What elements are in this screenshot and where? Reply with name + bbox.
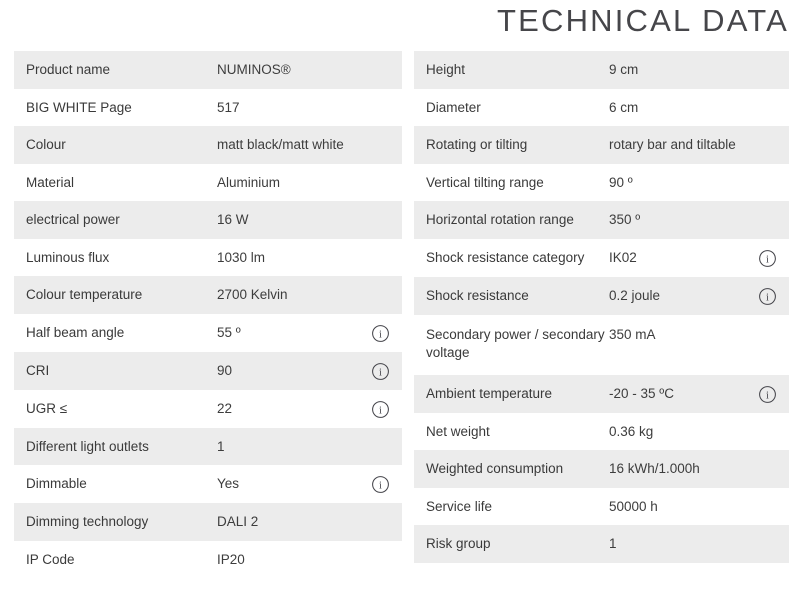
table-row — [414, 315, 789, 375]
table-row — [14, 390, 402, 428]
info-icon-glyph — [371, 324, 390, 343]
row-label: Ambient temperature — [426, 385, 553, 401]
row-label: Colour — [26, 137, 66, 152]
row-label: Secondary power / secondary voltage — [426, 326, 605, 360]
row-label: Service life — [426, 498, 493, 514]
table-row — [414, 164, 789, 202]
row-value: 0.2 joule — [609, 287, 661, 303]
row-value: 350 º — [609, 212, 641, 227]
table-row — [414, 51, 789, 89]
row-label: Different light outlets — [26, 438, 149, 454]
row-value: 16 W — [217, 212, 249, 227]
row-value: IK02 — [609, 249, 637, 265]
row-value: Aluminium — [217, 174, 281, 190]
row-label: Rotating or tilting — [426, 137, 528, 152]
row-value: DALI 2 — [217, 514, 259, 529]
row-label: Shock resistance category — [426, 249, 585, 265]
table-row — [414, 450, 789, 488]
table-row — [14, 503, 402, 541]
table-row — [414, 239, 789, 277]
table-row — [14, 201, 402, 239]
table-row — [414, 525, 789, 563]
row-label: CRI — [26, 362, 50, 378]
row-label: Dimming technology — [26, 514, 149, 529]
row-label: IP Code — [26, 551, 75, 567]
table-row — [414, 375, 789, 413]
row-label: Dimmable — [26, 476, 87, 491]
table-row — [14, 89, 402, 127]
info-icon-glyph — [371, 475, 390, 494]
row-value: 16 kWh/1.000h — [609, 461, 700, 476]
table-row — [14, 428, 402, 466]
table-row — [14, 465, 402, 503]
info-icon-glyph — [758, 249, 777, 268]
table-row — [14, 51, 402, 89]
svg-text:i: i — [765, 253, 769, 265]
info-icon-glyph — [371, 362, 390, 381]
info-icon-glyph — [371, 400, 390, 419]
svg-text:i: i — [765, 389, 769, 401]
svg-text:i: i — [378, 366, 382, 378]
row-label: Material — [26, 174, 75, 190]
table-row — [414, 277, 789, 315]
svg-text:i: i — [378, 328, 382, 340]
table-row — [14, 314, 402, 352]
right-spec-table — [414, 51, 789, 563]
info-button[interactable] — [755, 287, 779, 306]
table-row — [14, 126, 402, 164]
row-value: NUMINOS® — [217, 62, 291, 77]
row-value: 50000 h — [609, 498, 658, 514]
row-value: 350 mA — [609, 326, 656, 342]
info-icon-glyph — [758, 287, 777, 306]
row-label: Half beam angle — [26, 324, 125, 340]
table-row — [414, 89, 789, 127]
info-button[interactable] — [755, 249, 779, 268]
info-button[interactable] — [368, 400, 392, 419]
row-label: Height — [426, 62, 466, 77]
info-button[interactable] — [368, 475, 392, 494]
info-icon-glyph — [758, 385, 777, 404]
table-row — [414, 201, 789, 239]
row-label: Luminous flux — [26, 249, 110, 265]
row-value: -20 - 35 ºC — [609, 385, 674, 401]
technical-data-tables — [14, 51, 789, 578]
svg-text:i: i — [378, 480, 382, 492]
row-label: Net weight — [426, 423, 490, 439]
row-label: Colour temperature — [26, 287, 143, 302]
svg-text:i: i — [765, 291, 769, 303]
row-value: 1 — [609, 536, 617, 551]
row-value: 9 cm — [609, 62, 639, 77]
row-value: 90 — [217, 362, 233, 378]
row-label: Horizontal rotation range — [426, 212, 574, 227]
table-row — [14, 352, 402, 390]
left-spec-table — [14, 51, 402, 578]
row-value: matt black/matt white — [217, 137, 344, 152]
row-value: Yes — [217, 476, 240, 491]
info-button[interactable] — [368, 324, 392, 343]
row-value: 517 — [217, 99, 240, 115]
row-label: Diameter — [426, 99, 481, 115]
row-value: rotary bar and tiltable — [609, 137, 736, 152]
table-row — [414, 488, 789, 526]
row-label: Product name — [26, 62, 111, 77]
row-value: 6 cm — [609, 99, 639, 115]
svg-text:i: i — [378, 404, 382, 416]
row-value: 0.36 kg — [609, 423, 654, 439]
table-row — [14, 276, 402, 314]
row-value: 22 — [217, 400, 233, 416]
row-label: Weighted consumption — [426, 461, 564, 476]
table-row — [14, 164, 402, 202]
table-row — [14, 541, 402, 579]
row-value: 55 º — [217, 324, 241, 340]
table-row — [414, 126, 789, 164]
row-value: 1030 lm — [217, 249, 266, 265]
row-value: 90 º — [609, 174, 633, 190]
info-button[interactable] — [755, 385, 779, 404]
row-label: UGR ≤ — [26, 400, 68, 416]
row-label: Shock resistance — [426, 287, 529, 303]
row-value: 1 — [217, 438, 225, 454]
info-button[interactable] — [368, 362, 392, 381]
row-label: electrical power — [26, 212, 120, 227]
row-value: IP20 — [217, 551, 245, 567]
table-row — [414, 413, 789, 451]
page-title: TECHNICAL DATA — [496, 3, 789, 38]
row-label: Vertical tilting range — [426, 174, 544, 190]
row-label: BIG WHITE Page — [26, 99, 132, 115]
row-label: Risk group — [426, 536, 491, 551]
table-row — [14, 239, 402, 277]
row-value: 2700 Kelvin — [217, 287, 288, 302]
